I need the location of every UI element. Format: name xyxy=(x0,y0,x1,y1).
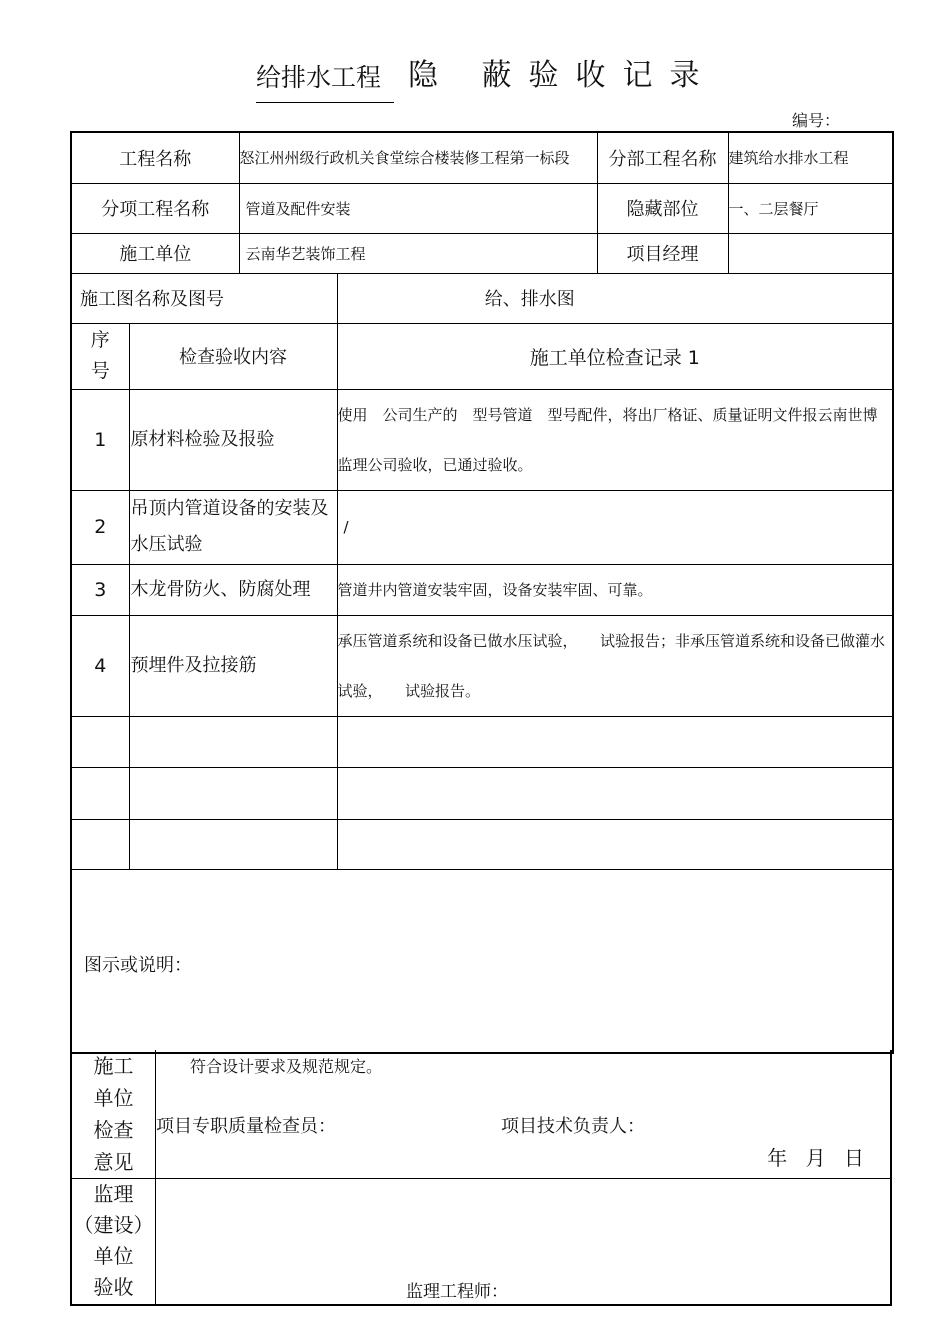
qc-inspector-label: 项目专职质量检查员： xyxy=(156,1116,336,1137)
title-prefix: 给排水工程 xyxy=(256,63,382,92)
row-content: 原材料检验及报验 xyxy=(129,389,337,490)
table-row xyxy=(71,615,893,716)
subitem-label: 分项工程名称 xyxy=(71,183,239,233)
row-content xyxy=(129,819,337,869)
subitem-value: 管道及配件安装 xyxy=(239,183,597,233)
table-row xyxy=(71,819,893,869)
row-content: 吊顶内管道设备的安装及水压试验 xyxy=(129,490,337,564)
inspection-header-row xyxy=(71,323,893,389)
title-main: 隐 蔽验收记录 xyxy=(408,58,717,93)
tech-lead-label: 项目技术负责人： xyxy=(501,1116,645,1137)
title-underline xyxy=(256,102,394,103)
row-seq xyxy=(71,819,129,869)
hidden-part-value: 一、二层餐厅 xyxy=(728,183,893,233)
row-project-name xyxy=(71,132,893,183)
table-row xyxy=(71,564,893,615)
row-record: 使用 公司生产的 型号管道 型号配件，将出厂格证、质量证明文件报云南世博监理公司验收，已通过验收。 xyxy=(337,389,893,490)
notes-cell xyxy=(71,869,893,1053)
supervision-label: 监理 （建设） 单位 验收 xyxy=(73,1182,154,1299)
row-content: 木龙骨防火、防腐处理 xyxy=(129,564,337,615)
contractor-label: 施工单位 xyxy=(71,233,239,273)
row-seq: 4 xyxy=(71,615,129,716)
notes-label: 图示或说明： xyxy=(84,955,192,976)
row-seq xyxy=(71,716,129,767)
row-drawing xyxy=(71,273,893,323)
row-content xyxy=(129,716,337,767)
opinion-sections xyxy=(70,1050,892,1306)
opinion-conclusion: 符合设计要求及规范规定。 xyxy=(190,1057,383,1076)
row-seq: 2 xyxy=(71,490,129,564)
supervision-label-cell xyxy=(72,1179,156,1304)
table-row xyxy=(71,716,893,767)
division-label: 分部工程名称 xyxy=(597,132,728,183)
table-row xyxy=(71,389,893,490)
row-record xyxy=(337,819,893,869)
project-name-value: 怒江州州级行政机关食堂综合楼装修工程第一标段 xyxy=(239,132,597,183)
row-record xyxy=(337,767,893,819)
row-contractor xyxy=(71,233,893,273)
row-record: 管道井内管道安装牢固，设备安装牢固、可靠。 xyxy=(337,564,893,615)
row-seq: 1 xyxy=(71,389,129,490)
hidden-part-label: 隐藏部位 xyxy=(597,183,728,233)
table-row xyxy=(71,767,893,819)
contractor-opinion-content xyxy=(156,1050,890,1178)
manager-value xyxy=(728,233,893,273)
doc-number-label: 编号： xyxy=(792,111,841,130)
acceptance-record-table xyxy=(70,131,894,1054)
document-title xyxy=(0,48,950,108)
supervision-content xyxy=(156,1179,890,1304)
row-record: / xyxy=(337,490,893,564)
row-record: 承压管道系统和设备已做水压试验， 试验报告；非承压管道系统和设备已做灌水试验， 试验报告。 xyxy=(337,615,893,716)
division-value: 建筑给水排水工程 xyxy=(728,132,893,183)
row-seq xyxy=(71,767,129,819)
manager-label: 项目经理 xyxy=(597,233,728,273)
row-seq: 3 xyxy=(71,564,129,615)
row-content xyxy=(129,767,337,819)
record-header: 施工单位检查记录 1 xyxy=(337,323,893,389)
row-record xyxy=(337,716,893,767)
contractor-value: 云南华艺装饰工程 xyxy=(239,233,597,273)
content-header: 检查验收内容 xyxy=(129,323,337,389)
date-label: 年 月 日 xyxy=(767,1146,870,1170)
notes-row xyxy=(71,869,893,1053)
project-name-label: 工程名称 xyxy=(71,132,239,183)
contractor-opinion-label: 施工 单位 检查 意见 xyxy=(93,1054,134,1174)
seq-header: 序 号 xyxy=(71,323,129,389)
contractor-opinion-label-cell xyxy=(72,1050,156,1178)
table-row xyxy=(71,490,893,564)
supervising-engineer-label: 监理工程师： xyxy=(406,1282,508,1302)
row-content: 预埋件及拉接筋 xyxy=(129,615,337,716)
drawing-label: 施工图名称及图号 xyxy=(71,273,337,323)
drawing-value: 给、排水图 xyxy=(337,273,893,323)
row-subitem xyxy=(71,183,893,233)
